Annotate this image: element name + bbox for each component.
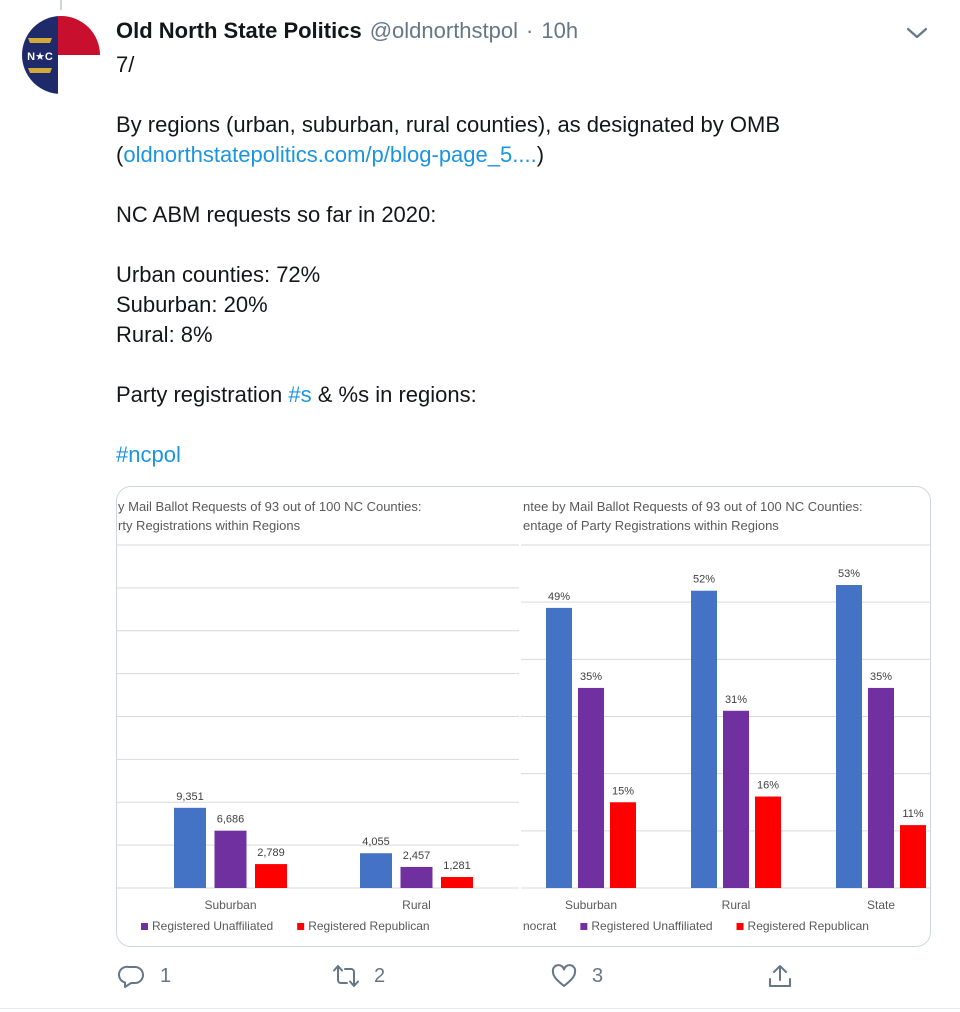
heart-icon	[550, 962, 578, 990]
bar-suburban-series-2	[610, 802, 636, 888]
data-label: 11%	[902, 808, 924, 821]
bar-state-series-1	[868, 688, 894, 888]
reply-button[interactable]	[118, 958, 171, 994]
legend-swatch	[141, 923, 148, 930]
data-label: 9,351	[176, 790, 204, 803]
author-handle[interactable]: @oldnorthstpol	[369, 18, 519, 43]
data-label: 1,281	[443, 860, 471, 873]
bar-suburban-series-2	[255, 864, 287, 888]
data-label: 15%	[611, 785, 635, 798]
tweet-line-suburban: Suburban: 20%	[116, 292, 268, 317]
category-label: Rural	[402, 898, 431, 912]
chart-title: ntee by Mail Ballot Requests of 93 out of 100 NC Counties:	[523, 499, 863, 514]
blog-link[interactable]: oldnorthstatepolitics.com/p/blog-page_5....	[123, 142, 537, 167]
tweet-bottom-border	[0, 1008, 960, 1009]
data-label: 2,457	[402, 849, 431, 862]
tweet-media[interactable]	[116, 486, 931, 947]
data-label: 31%	[724, 693, 748, 706]
data-label: 49%	[547, 590, 571, 603]
data-label: 2,789	[257, 847, 285, 860]
category-label: Suburban	[564, 898, 618, 912]
data-label: 4,055	[362, 836, 390, 849]
bar-suburban-series-1	[578, 688, 604, 888]
tweet-line-regions: By regions (urban, suburban, rural counties), as designated by OMB	[116, 112, 781, 137]
bar-state-series-2	[900, 825, 926, 888]
legend-swatch	[580, 923, 587, 930]
data-label: 35%	[579, 670, 603, 683]
retweet-button[interactable]	[332, 958, 385, 994]
tweet-line-requests: NC ABM requests so far in 2020:	[116, 202, 437, 227]
tweet-actions	[0, 958, 960, 998]
avatar-flag-text: N★C	[27, 51, 53, 63]
data-label: 53%	[837, 568, 861, 581]
bar-rural-series-1	[401, 867, 433, 888]
bar-rural-series-2	[755, 797, 781, 888]
chart-subtitle: rty Registrations within Regions	[118, 518, 301, 533]
hashtag-ncpol-link[interactable]: #ncpol	[116, 442, 181, 467]
bar-rural-series-0	[691, 591, 717, 888]
chart-counts-svg	[117, 487, 519, 946]
data-label: 52%	[692, 573, 716, 586]
category-label: Suburban	[204, 898, 257, 912]
category-label: Rural	[721, 898, 751, 912]
nc-flag-avatar-image	[22, 16, 100, 94]
bar-suburban-series-0	[546, 608, 572, 888]
reply-count: 1	[160, 964, 172, 987]
data-label: 16%	[756, 779, 780, 792]
legend-swatch	[737, 923, 744, 930]
category-label: State	[866, 898, 896, 912]
share-button[interactable]	[766, 958, 794, 994]
legend-label: Registered Unaffiliated	[591, 919, 713, 933]
tweet-line-urban: Urban counties: 72%	[116, 262, 321, 287]
chart-percentages-svg	[521, 487, 930, 946]
data-label: 6,686	[216, 813, 245, 826]
legend-label: Registered Republican	[747, 919, 869, 933]
legend-label: Registered Republican	[308, 919, 430, 933]
tweet-line-link-wrap: (oldnorthstatepolitics.com/p/blog-page_5....)	[116, 142, 545, 167]
like-count: 3	[592, 964, 604, 987]
bar-state-series-0	[836, 585, 862, 888]
tweet-line-rural: Rural: 8%	[116, 322, 213, 347]
bar-suburban-series-1	[215, 831, 247, 888]
legend-label: Registered Unaffiliated	[152, 919, 274, 933]
bar-rural-series-1	[723, 711, 749, 888]
chart-subtitle: entage of Party Registrations within Regions	[523, 518, 779, 533]
author-name[interactable]: Old North State Politics	[116, 18, 362, 43]
data-label: 35%	[869, 670, 893, 683]
thread-connector-line	[60, 0, 62, 10]
retweet-count: 2	[374, 964, 386, 987]
like-button[interactable]	[550, 958, 603, 994]
bar-rural-series-0	[360, 853, 392, 888]
chart-title: y Mail Ballot Requests of 93 out of 100 NC Counties:	[118, 499, 422, 514]
chart-image-counts[interactable]	[117, 487, 519, 946]
tweet-timestamp[interactable]: 10h	[541, 18, 579, 43]
avatar[interactable]	[22, 16, 100, 94]
tweet-body	[116, 50, 916, 470]
share-icon	[766, 962, 794, 990]
legend-label: nocrat	[523, 919, 557, 933]
retweet-icon	[332, 962, 360, 990]
reply-icon	[118, 962, 146, 990]
bar-rural-series-2	[441, 877, 473, 888]
bar-suburban-series-0	[174, 808, 206, 888]
hashtag-s-link[interactable]: #s	[288, 382, 312, 407]
tweet-header	[116, 18, 578, 48]
more-options-chevron-icon[interactable]	[904, 22, 930, 44]
header-separator: ·	[526, 18, 534, 43]
tweet-line-party: Party registration #s & %s in regions:	[116, 382, 477, 407]
chart-image-percentages[interactable]	[521, 487, 930, 946]
legend-swatch	[297, 923, 304, 930]
tweet-line-number: 7/	[116, 52, 135, 77]
